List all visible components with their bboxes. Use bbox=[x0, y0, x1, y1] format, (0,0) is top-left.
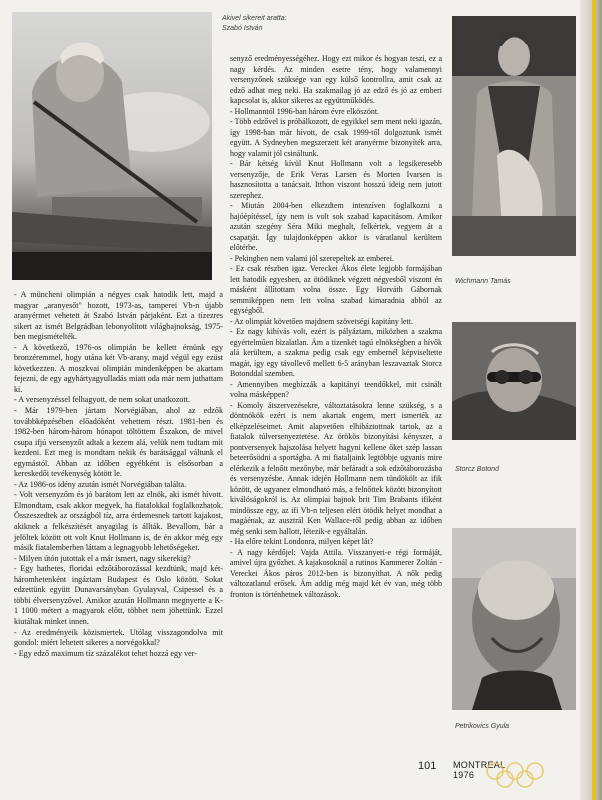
text-column-middle bbox=[230, 54, 442, 754]
paragraph: - Ez nagy kihívás volt, ezért is pályáztam, miközben a szakma egyértelműen bizalatlan. Ám a tizenkét tagú elnökségben a hívők alá kerültem, a szakma pedig csak egy embernél képviseltette magát, így egy távollevő mellett 6-5 arányban leszavaztak Storcz Botonddal szemben. bbox=[230, 327, 442, 378]
paragraph: - Pekingben nem valami jól szerepeltek az emberei. bbox=[230, 253, 394, 263]
kayaker-image bbox=[12, 12, 212, 280]
photo-credit bbox=[222, 14, 287, 34]
photo-petrikovics bbox=[452, 528, 576, 710]
paragraph: - Az eredményeik közismertek. Utólag visszagondolva mit gondol: miért lehetett sikeres a norvégokkal? bbox=[14, 627, 223, 648]
text-column-left bbox=[14, 290, 223, 752]
paragraph: - A következő, 1976-os olimpián be kellett érnünk egy bronzéremmel, hogy utána két Vb-arany, majd végül egy ezüst következzen. A moszkvai olimpián mindenképpen be akartam fejezni, de egy agyhártyagyulladás miatt oda már nem juthattam ki. bbox=[14, 342, 223, 394]
paragraph: - Komoly átszervezésekre, változtatásokra lenne szükség, s a döntnökök ezért is nem akartak engem, mert ismerték az elképzeléseimet. Amit alapvetően elhibáztottnak tartok, az a fiatalok túlversenyeztetése. Az örökös bizonyítási kényszer, a pontversenyek hajszolása helyett hagyni kellene őket szép lassan beteerősödni a sportágba. A mi fiataljaink legtöbbje ugyanis mire elérkezik a felnőtt mezőnybe, már befáradt a sok edzőtáborozásba és versenyzésbe. Annak idején Hollmann nem tündökölt az ifik között, de ugyanez elmondható más, a felnőttek között bizonyított kiválóságokról is. Az olimpiai bajnok brit Tim Brabants ifiként mindössze egy, az ifi Vb-n teljesen elért ötödik helyet mondhat a magáénak, az ausztrál Ken Wallace-ről pedig abban az időben még senki sem hallott, létezik-e egyáltalán. bbox=[230, 400, 442, 536]
paragraph: - A nagy kérdőjel: Vajda Attila. Visszanyeri-e régi formáját, amivel újra győzhet. A kajakosoknál a rutinos Kammerer Zoltán - Vereckei Ákos páros 2012-ben is bizonyíthat. A nők pedig változatlanul erősek. Ám addig még majd két év van, még több fronton is történhetnek változások. bbox=[230, 547, 442, 599]
paragraph: - A versenyzéssel felhagyott, de nem sokat unatkozott. bbox=[14, 395, 190, 405]
petrikovics-image bbox=[452, 528, 576, 710]
page-spine bbox=[580, 0, 602, 800]
paragraph: - Már 1979-ben jártam Norvégiában, ahol az edzők továbbképzésében előadóként vehettem részt. 1981-ben és 1982-ben három-három hónapot töltöttem Északon, de mivel csupa ifjú versenyzőt adtak a kezem alá, velük nem tudtam mit kezdeni. Ezt meg is mondtam nekik és barátsággal váltunk el egymástól. Abban az időben egyébként is elsősorban a kereskedői tevékenység kötött le. bbox=[14, 406, 223, 479]
caption-storcz: Storcz Botond bbox=[455, 466, 499, 473]
caption-wichmann: Wichmann Tamás bbox=[455, 278, 511, 285]
paragraph: senyző eredményességéhez. Hogy ezt mikor és hogyan teszi, ez a nagy kérdés. Az minden esetre tény, hogy valamennyi versenyzőnek szüksége van egy külső kontrollra, amit csak az edző adhat meg neki. Ha szakmailag jó az edző és jó az emberi kapcsolat is, akkor sikeres az együttműködés. bbox=[230, 54, 442, 105]
wichmann-image bbox=[452, 16, 576, 256]
paragraph: - Hollmanntól 1996-ban három évre elköszönt. bbox=[230, 106, 380, 116]
photo-credit-line1: Akivel sikereit aratta: bbox=[222, 15, 287, 22]
page-number: 101 bbox=[418, 760, 437, 772]
paragraph: - Egy hathetes, floridai edzőtáborozással kezdtünk, majd két-háromhetenként ingáztam Budapest és Oslo között. Sokat edzettünk együtt Dunavarsányban Gyulayval, Csipessel és a többi élversenyzővel. Amikor azután Hollmann megnyerte a K-1 1000 métert a magyarok előtt, többet nem jöhettünk. Ezzel kiutáltak minket innen. bbox=[14, 564, 223, 626]
storcz-image bbox=[452, 322, 576, 440]
caption-petrikovics: Petrikovics Gyula bbox=[455, 723, 510, 730]
photo-credit-line2: Szabó István bbox=[222, 25, 263, 32]
brand-year: 1976 bbox=[453, 770, 475, 780]
photo-storcz bbox=[452, 322, 576, 440]
paragraph: - Milyen útón jutottak el a már ismert, nagy sikerekig? bbox=[14, 553, 191, 563]
paragraph: - Volt versenyzőm és jó barátom lett az elnök, aki ismét hívott. Elmondtam, csak akkor megyek, ha fiatalokkal foglalkozhatok. Összeszedtek az országból tíz, arra érdemesnek tartott kajakost, akiknek a felkészítését anyagilag is állták. Bevallom, bár a jelöltek között ott volt Knut Hollmann is, de én akkor még egy másik fiatalemberben láttam a legnagyobb lehetőségeket. bbox=[14, 490, 223, 553]
paragraph: - Egy edző maximum tíz százalékot tehet hozzá egy ver- bbox=[14, 648, 197, 658]
photo-wichmann bbox=[452, 16, 576, 256]
paragraph: - Ha előre tekint Londonra, milyen képet lát? bbox=[230, 537, 374, 546]
paragraph: - Amennyiben megbízzák a kapitányi teendőkkel, mit csinált volna másképpen? bbox=[230, 379, 442, 399]
paragraph: - Ez csak részben igaz. Vereckei Ákos élete legjobb formájában lett hatodik egyesben, az ötödiknek végzett négyesből viszont én másként állítottam volna össze. Egy Horváth Gábornak semmiképpen nem lett volna szabad kimaradnia abból az egységből. bbox=[230, 264, 442, 315]
brand-city: MONTREAL bbox=[453, 760, 506, 770]
photo-kayaker bbox=[12, 12, 212, 280]
paragraph: - Több edzővel is próbálkozott, de egyikkel sem ment neki igazán, így 1998-ban már hívott, de csak 1999-től dolgoztunk ismét együtt. A Sydneyben megszerzett két aranyérme bizonyíték arra, hogy valamit jól csináltunk. bbox=[230, 117, 442, 158]
paragraph: - Az olimpiát követően majdnem szövetségi kapitány lett. bbox=[230, 316, 413, 326]
paragraph: - Miután 2004-ben elkezdtem intenzíven foglalkozni a hajóépítéssel, így nem is volt sok szabad kapacitásom. Amikor azután szegény Séra Miki meghalt, felkértek, vegyem át a csapatját. Így tulajdonképpen akkor is váratlanul kerültem előtérbe. bbox=[230, 201, 442, 252]
paragraph: - Bár kétség kívül Knut Hollmann volt a legsikeresebb versenyzője, de Erik Veras Larsen és Morten Ivarsen is hasznosította a tanácsait. Itthon viszont hosszú ideig nem jutott szerephez. bbox=[230, 159, 442, 200]
paragraph: - Az 1986-os idény azután ismét Norvégiában találta. bbox=[14, 479, 187, 489]
olympic-rings-icon bbox=[485, 762, 547, 788]
paragraph: - A müncheni olimpián a négyes csak hatodik lett, majd a magyar „aranyesőt" hozott, 1973-as, tamperei Vb-n újabb aranyérmet vehetett át Szabó István párjaként. Ezt a tízezres sikert az ismét Belgrádban lebonyolított világbajnokság, 1975-ben megismételték. bbox=[14, 290, 223, 342]
